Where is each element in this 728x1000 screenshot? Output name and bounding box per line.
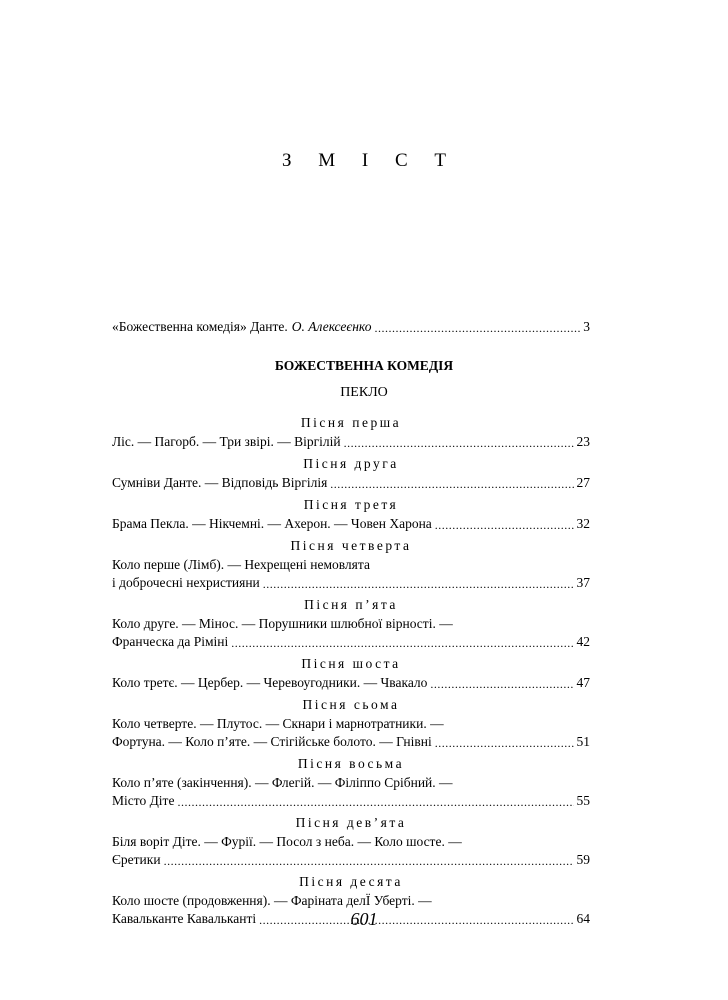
entry-page-number: 32 <box>576 516 590 531</box>
entry-last-line <box>112 515 590 533</box>
toc-entry[interactable] <box>112 515 590 533</box>
toc-entry[interactable] <box>112 556 590 592</box>
dot-leader <box>330 475 573 489</box>
canto-heading: Пісня шоста <box>301 656 401 671</box>
entry-page-number: 23 <box>576 434 590 449</box>
canto-entry <box>112 755 590 810</box>
canto-heading: Пісня сьома <box>302 697 400 712</box>
canto-heading: Пісня десята <box>299 874 403 889</box>
canto-entry <box>112 814 590 869</box>
entry-page-number: 64 <box>576 911 590 926</box>
entry-text-line: Місто Діте <box>112 793 175 808</box>
intro-entry[interactable] <box>112 318 590 336</box>
canto-heading: Пісня третя <box>303 497 399 512</box>
canto-entry <box>112 537 590 592</box>
canto-heading: Пісня восьма <box>297 756 405 771</box>
entry-last-line <box>112 574 590 592</box>
dot-leader <box>344 434 574 448</box>
entry-text-line: Франческа да Ріміні <box>112 634 229 649</box>
toc-entry[interactable] <box>112 715 590 751</box>
entry-text-line: Біля воріт Діте. — Фурії. — Посол з неба. — Коло шосте. — <box>112 834 462 849</box>
entry-last-line <box>112 433 590 451</box>
intro-author: О. Алексеєнко <box>291 319 372 334</box>
entry-text-line: Коло перше (Лімб). — Нехрещені немовлята <box>112 557 370 572</box>
entry-text-line: Коло шосте (продовження). — Фаріната делЇ Уберті. — <box>112 893 432 908</box>
dot-leader <box>435 734 574 748</box>
entry-page-number: 37 <box>576 575 590 590</box>
page-number: 601 <box>350 909 378 929</box>
canto-entry <box>112 496 590 533</box>
entry-text-line: Коло третє. — Цербер. — Черевоугодники. — Чвакало <box>112 675 428 690</box>
entry-page-number: 27 <box>576 475 590 490</box>
entry-page-number: 59 <box>576 852 590 867</box>
part-title: ПЕКЛО <box>340 385 388 400</box>
entry-text-line: Коло друге. — Мінос. — Порушники шлюбної вірності. — <box>112 616 453 631</box>
canto-entry <box>112 596 590 651</box>
book-title: БОЖЕСТВЕННА КОМЕДІЯ <box>274 358 454 373</box>
canto-entry <box>112 696 590 751</box>
toc-entry[interactable] <box>112 674 590 692</box>
dot-leader <box>430 675 573 689</box>
entry-text-line: Коло четверте. — Плутос. — Скнари і марнотратники. — <box>112 716 444 731</box>
toc-entry[interactable] <box>112 833 590 869</box>
dot-leader <box>435 516 574 530</box>
intro-title: «Божественна комедія» Данте. <box>112 319 288 334</box>
canto-entry <box>112 455 590 492</box>
canto-heading: Пісня друга <box>303 456 399 471</box>
dot-leader <box>164 852 574 866</box>
entry-text-line: Єретики <box>112 852 161 867</box>
entry-text-line: Ліс. — Пагорб. — Три звірі. — Віргілій <box>112 434 341 449</box>
toc-entry[interactable] <box>112 774 590 810</box>
canto-heading: Пісня перша <box>300 415 402 430</box>
canto-entry <box>112 655 590 692</box>
canto-heading: Пісня п’ята <box>304 597 398 612</box>
intro-page-number: 3 <box>583 319 590 334</box>
entry-last-line <box>112 674 590 692</box>
entry-last-line <box>112 792 590 810</box>
entry-last-line <box>112 474 590 492</box>
contents-heading: З М І С Т <box>281 150 458 171</box>
entry-last-line <box>112 851 590 869</box>
canto-heading: Пісня четверта <box>290 538 412 553</box>
toc-entry[interactable] <box>112 433 590 451</box>
dot-leader <box>231 634 573 648</box>
canto-entry <box>112 414 590 451</box>
dot-leader <box>177 793 573 807</box>
entry-text-line: Фортуна. — Коло п’яте. — Стігійське болото. — Гнівні <box>112 734 432 749</box>
entry-last-line <box>112 733 590 751</box>
dot-leader <box>374 319 580 333</box>
toc-entry[interactable] <box>112 615 590 651</box>
entry-text-line: Кавальканте Кавальканті <box>112 911 257 926</box>
dot-leader <box>263 575 574 589</box>
entry-page-number: 51 <box>576 734 590 749</box>
toc-entry[interactable] <box>112 474 590 492</box>
entry-page-number: 42 <box>576 634 590 649</box>
entry-text-line: Брама Пекла. — Нікчемні. — Ахерон. — Човен Харона <box>112 516 432 531</box>
entry-text-line: Сумніви Данте. — Відповідь Віргілія <box>112 475 328 490</box>
entry-text-line: Коло п’яте (закінчення). — Флегій. — Філіппо Срібний. — <box>112 775 453 790</box>
table-of-contents <box>112 414 590 932</box>
entry-page-number: 55 <box>576 793 590 808</box>
entry-page-number: 47 <box>576 675 590 690</box>
entry-last-line <box>112 633 590 651</box>
canto-heading: Пісня дев’ята <box>295 815 407 830</box>
entry-text-line: і доброчесні нехристияни <box>112 575 260 590</box>
